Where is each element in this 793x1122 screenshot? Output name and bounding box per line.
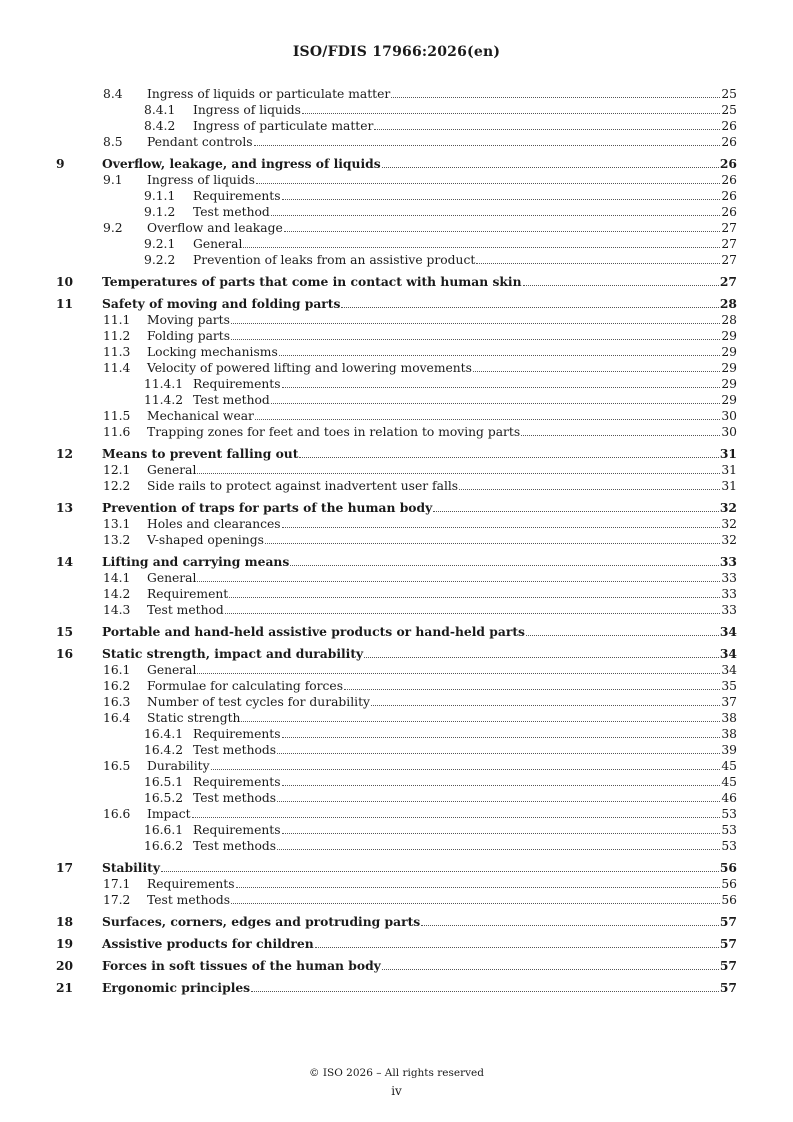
dot-leader bbox=[265, 542, 720, 544]
toc-entry-number: 11.4.1 bbox=[144, 377, 184, 391]
toc-entry[interactable] bbox=[0, 172, 793, 188]
toc-entry-number: 16.6.2 bbox=[144, 839, 184, 853]
dot-leader bbox=[284, 230, 721, 232]
toc-entry[interactable] bbox=[0, 586, 793, 602]
toc-entry-page: 53 bbox=[721, 839, 737, 853]
toc-entry[interactable] bbox=[0, 236, 793, 252]
toc-entry[interactable] bbox=[0, 360, 793, 376]
toc-entry-number: 16.4.1 bbox=[144, 727, 184, 741]
toc-entry[interactable] bbox=[0, 478, 793, 494]
toc-entry-page: 38 bbox=[721, 727, 737, 741]
toc-entry-page: 27 bbox=[719, 274, 737, 289]
dot-leader bbox=[302, 112, 720, 114]
dot-leader bbox=[282, 526, 721, 528]
toc-entry-title: Folding parts bbox=[147, 329, 231, 343]
toc-entry-page: 27 bbox=[721, 237, 737, 251]
toc-entry[interactable] bbox=[0, 102, 793, 118]
toc-entry[interactable] bbox=[0, 806, 793, 822]
toc-entry-number: 14.1 bbox=[103, 571, 131, 585]
dot-leader bbox=[290, 564, 719, 566]
dot-leader bbox=[459, 488, 720, 490]
dot-leader bbox=[161, 870, 719, 872]
toc-entry-page: 45 bbox=[721, 759, 737, 773]
dot-leader bbox=[236, 886, 721, 888]
toc-entry-title: Side rails to protect against inadvertent user falls bbox=[147, 479, 459, 493]
dot-leader bbox=[197, 580, 720, 582]
toc-entry[interactable] bbox=[0, 758, 793, 774]
dot-leader bbox=[523, 284, 719, 286]
toc-entry[interactable] bbox=[0, 936, 793, 952]
toc-entry-number: 17 bbox=[56, 860, 74, 875]
toc-entry-number: 12 bbox=[56, 446, 74, 461]
dot-leader bbox=[197, 672, 720, 674]
toc-entry-title: Durability bbox=[147, 759, 210, 773]
toc-entry-number: 16 bbox=[56, 646, 74, 661]
toc-entry-page: 29 bbox=[721, 345, 737, 359]
toc-entry-page: 46 bbox=[721, 791, 737, 805]
toc-entry-title: Test methods bbox=[193, 743, 277, 757]
toc-entry[interactable] bbox=[0, 446, 793, 462]
toc-entry-title: Test method bbox=[193, 393, 270, 407]
toc-entry-title: Velocity of powered lifting and lowering movements bbox=[147, 361, 472, 375]
toc-entry-page: 32 bbox=[721, 517, 737, 531]
toc-entry-title: Requirement bbox=[147, 587, 229, 601]
toc-entry-number: 16.4 bbox=[103, 711, 131, 725]
toc-entry-title: Requirements bbox=[193, 775, 281, 789]
toc-entry-page: 45 bbox=[721, 775, 737, 789]
toc-entry-title: General bbox=[193, 237, 243, 251]
toc-entry-number: 9.1.1 bbox=[144, 189, 176, 203]
toc-entry-number: 19 bbox=[56, 936, 74, 951]
toc-entry-number: 9.1.2 bbox=[144, 205, 176, 219]
toc-entry-number: 16.6.1 bbox=[144, 823, 184, 837]
page-number: iv bbox=[391, 1084, 402, 1098]
toc-entry-number: 11.2 bbox=[103, 329, 131, 343]
dot-leader bbox=[341, 306, 718, 308]
toc-entry-number: 9.2.2 bbox=[144, 253, 176, 267]
toc-entry-number: 13.1 bbox=[103, 517, 131, 531]
toc-entry-title: Mechanical wear bbox=[147, 409, 254, 423]
toc-entry-title: Overflow, leakage, and ingress of liquids bbox=[102, 156, 381, 171]
toc-entry[interactable] bbox=[0, 860, 793, 876]
toc-entry-title: Ingress of liquids or particulate matter bbox=[147, 87, 391, 101]
toc-entry-title: Ingress of liquids bbox=[193, 103, 301, 117]
toc-entry-page: 56 bbox=[721, 893, 737, 907]
toc-entry-number: 11.5 bbox=[103, 409, 131, 423]
dot-leader bbox=[251, 990, 719, 992]
toc-entry-title: Impact bbox=[147, 807, 191, 821]
toc-entry[interactable] bbox=[0, 838, 793, 854]
copyright-notice: © ISO 2026 – All rights reserved bbox=[309, 1067, 484, 1079]
toc-entry[interactable] bbox=[0, 602, 793, 618]
toc-entry[interactable] bbox=[0, 220, 793, 236]
toc-entry-number: 18 bbox=[56, 914, 74, 929]
dot-leader bbox=[231, 322, 720, 324]
toc-entry-title: Ingress of liquids bbox=[147, 173, 255, 187]
toc-entry-page: 32 bbox=[721, 533, 737, 547]
toc-entry-title: V-shaped openings bbox=[147, 533, 264, 547]
toc-entry-number: 12.2 bbox=[103, 479, 131, 493]
toc-entry-page: 34 bbox=[719, 646, 737, 661]
toc-entry[interactable] bbox=[0, 774, 793, 790]
toc-entry-page: 31 bbox=[721, 463, 737, 477]
toc-entry-page: 27 bbox=[721, 253, 737, 267]
toc-entry-number: 14.2 bbox=[103, 587, 131, 601]
toc-entry-number: 16.2 bbox=[103, 679, 131, 693]
toc-entry[interactable] bbox=[0, 500, 793, 516]
toc-entry-number: 16.4.2 bbox=[144, 743, 184, 757]
toc-entry[interactable] bbox=[0, 312, 793, 328]
dot-leader bbox=[279, 354, 721, 356]
toc-entry-number: 11.1 bbox=[103, 313, 131, 327]
dot-leader bbox=[282, 832, 721, 834]
toc-entry-number: 16.5 bbox=[103, 759, 131, 773]
toc-entry-page: 34 bbox=[721, 663, 737, 677]
toc-entry[interactable] bbox=[0, 156, 793, 172]
toc-entry-number: 11.3 bbox=[103, 345, 131, 359]
toc-entry-title: Moving parts bbox=[147, 313, 230, 327]
toc-entry-number: 16.1 bbox=[103, 663, 131, 677]
toc-entry-title: Prevention of leaks from an assistive product bbox=[193, 253, 476, 267]
dot-leader bbox=[382, 166, 719, 168]
dot-leader bbox=[476, 262, 720, 264]
toc-entry[interactable] bbox=[0, 392, 793, 408]
toc-entry-number: 8.4.2 bbox=[144, 119, 176, 133]
toc-entry[interactable] bbox=[0, 980, 793, 996]
toc-entry-title: Formulae for calculating forces bbox=[147, 679, 344, 693]
toc-entry-number: 16.5.2 bbox=[144, 791, 184, 805]
toc-entry-title: Temperatures of parts that come in contact with human skin bbox=[102, 274, 522, 289]
toc-entry[interactable] bbox=[0, 742, 793, 758]
dot-leader bbox=[197, 472, 720, 474]
toc-entry[interactable] bbox=[0, 188, 793, 204]
dot-leader bbox=[421, 924, 719, 926]
toc-entry-number: 15 bbox=[56, 624, 74, 639]
toc-entry-number: 16.6 bbox=[103, 807, 131, 821]
toc-entry[interactable] bbox=[0, 570, 793, 586]
toc-entry-number: 9.2.1 bbox=[144, 237, 176, 251]
toc-entry-page: 56 bbox=[719, 860, 737, 875]
toc-entry[interactable] bbox=[0, 86, 793, 102]
dot-leader bbox=[282, 736, 721, 738]
dot-leader bbox=[229, 596, 720, 598]
toc-entry-title: Holes and clearances bbox=[147, 517, 281, 531]
toc-entry[interactable] bbox=[0, 134, 793, 150]
toc-entry-title: Test method bbox=[147, 603, 224, 617]
toc-entry-page: 30 bbox=[721, 409, 737, 423]
toc-entry-page: 26 bbox=[721, 119, 737, 133]
toc-entry-page: 57 bbox=[719, 980, 737, 995]
toc-entry-page: 38 bbox=[721, 711, 737, 725]
toc-entry-number: 8.5 bbox=[103, 135, 123, 149]
toc-entry[interactable] bbox=[0, 678, 793, 694]
toc-entry-title: Stability bbox=[102, 860, 160, 875]
toc-entry-title: General bbox=[147, 571, 197, 585]
toc-entry-title: Requirements bbox=[193, 727, 281, 741]
toc-entry-page: 28 bbox=[721, 313, 737, 327]
toc-entry-title: Ergonomic principles bbox=[102, 980, 251, 995]
toc-entry-page: 35 bbox=[721, 679, 737, 693]
toc-entry-title: Surfaces, corners, edges and protruding parts bbox=[102, 914, 421, 929]
toc-entry-number: 12.1 bbox=[103, 463, 131, 477]
dot-leader bbox=[282, 198, 721, 200]
toc-entry-page: 29 bbox=[721, 393, 737, 407]
toc-entry[interactable] bbox=[0, 694, 793, 710]
dot-leader bbox=[433, 510, 719, 512]
dot-leader bbox=[277, 848, 720, 850]
toc-entry[interactable] bbox=[0, 662, 793, 678]
dot-leader bbox=[225, 612, 721, 614]
document-header: ISO/FDIS 17966:2026(en) bbox=[292, 44, 501, 60]
dot-leader bbox=[382, 968, 719, 970]
toc-entry-page: 31 bbox=[721, 479, 737, 493]
toc-entry[interactable] bbox=[0, 726, 793, 742]
toc-entry-number: 20 bbox=[56, 958, 74, 973]
toc-entry-title: Number of test cycles for durability bbox=[147, 695, 370, 709]
dot-leader bbox=[299, 456, 718, 458]
toc-entry-page: 34 bbox=[719, 624, 737, 639]
dot-leader bbox=[473, 370, 720, 372]
toc-entry-page: 33 bbox=[721, 603, 737, 617]
toc-entry-title: Forces in soft tissues of the human body bbox=[102, 958, 381, 973]
toc-entry-number: 9.1 bbox=[103, 173, 123, 187]
toc-entry-page: 26 bbox=[721, 135, 737, 149]
toc-entry-title: Requirements bbox=[193, 189, 281, 203]
toc-entry[interactable] bbox=[0, 822, 793, 838]
toc-entry-page: 27 bbox=[721, 221, 737, 235]
toc-entry-page: 53 bbox=[721, 807, 737, 821]
toc-entry[interactable] bbox=[0, 892, 793, 908]
toc-entry-page: 29 bbox=[721, 377, 737, 391]
toc-entry-number: 16.3 bbox=[103, 695, 131, 709]
toc-entry[interactable] bbox=[0, 554, 793, 570]
toc-entry-number: 8.4.1 bbox=[144, 103, 176, 117]
toc-entry-page: 32 bbox=[719, 500, 737, 515]
toc-entry[interactable] bbox=[0, 376, 793, 392]
toc-entry[interactable] bbox=[0, 118, 793, 134]
toc-entry[interactable] bbox=[0, 914, 793, 930]
toc-entry-number: 17.1 bbox=[103, 877, 131, 891]
toc-entry[interactable] bbox=[0, 624, 793, 640]
toc-entry[interactable] bbox=[0, 462, 793, 478]
toc-entry-page: 25 bbox=[721, 87, 737, 101]
toc-entry-number: 11.4.2 bbox=[144, 393, 184, 407]
toc-entry-number: 10 bbox=[56, 274, 74, 289]
dot-leader bbox=[391, 96, 720, 98]
toc-entry[interactable] bbox=[0, 646, 793, 662]
toc-entry-page: 33 bbox=[721, 571, 737, 585]
toc-entry-title: Test methods bbox=[193, 839, 277, 853]
toc-entry-page: 26 bbox=[721, 173, 737, 187]
toc-entry-title: Requirements bbox=[193, 823, 281, 837]
toc-entry[interactable] bbox=[0, 274, 793, 290]
toc-entry-number: 11.4 bbox=[103, 361, 131, 375]
toc-entry-title: Test methods bbox=[147, 893, 231, 907]
toc-entry[interactable] bbox=[0, 532, 793, 548]
toc-entry-number: 8.4 bbox=[103, 87, 123, 101]
toc-entry-number: 16.5.1 bbox=[144, 775, 184, 789]
toc-entry-page: 53 bbox=[721, 823, 737, 837]
toc-entry-page: 30 bbox=[721, 425, 737, 439]
toc-entry-title: Lifting and carrying means bbox=[102, 554, 290, 569]
toc-entry[interactable] bbox=[0, 958, 793, 974]
dot-leader bbox=[282, 784, 721, 786]
toc-entry[interactable] bbox=[0, 408, 793, 424]
dot-leader bbox=[211, 768, 721, 770]
toc-entry-title: Ingress of particulate matter bbox=[193, 119, 374, 133]
dot-leader bbox=[315, 946, 719, 948]
dot-leader bbox=[521, 434, 720, 436]
toc-entry-page: 29 bbox=[721, 361, 737, 375]
toc-entry-number: 11.6 bbox=[103, 425, 131, 439]
dot-leader bbox=[231, 338, 720, 340]
toc-entry-page: 25 bbox=[721, 103, 737, 117]
toc-entry-number: 14.3 bbox=[103, 603, 131, 617]
toc-entry-title: Locking mechanisms bbox=[147, 345, 278, 359]
toc-entry-title: General bbox=[147, 463, 197, 477]
toc-entry[interactable] bbox=[0, 344, 793, 360]
toc-entry-number: 13 bbox=[56, 500, 74, 515]
toc-entry-title: Static strength bbox=[147, 711, 241, 725]
toc-entry[interactable] bbox=[0, 328, 793, 344]
dot-leader bbox=[526, 634, 719, 636]
dot-leader bbox=[344, 688, 720, 690]
toc-entry[interactable] bbox=[0, 252, 793, 268]
toc-entry-page: 26 bbox=[721, 205, 737, 219]
dot-leader bbox=[241, 720, 720, 722]
toc-entry-title: Test method bbox=[193, 205, 270, 219]
toc-entry-title: Safety of moving and folding parts bbox=[102, 296, 341, 311]
toc-entry-page: 57 bbox=[719, 914, 737, 929]
toc-entry-title: Overflow and leakage bbox=[147, 221, 283, 235]
toc-entry-page: 57 bbox=[719, 958, 737, 973]
dot-leader bbox=[271, 214, 721, 216]
toc-entry-page: 57 bbox=[719, 936, 737, 951]
toc-entry-number: 14 bbox=[56, 554, 74, 569]
toc-entry-title: Prevention of traps for parts of the human body bbox=[102, 500, 433, 515]
toc-entry-page: 29 bbox=[721, 329, 737, 343]
toc-entry-title: Means to prevent falling out bbox=[102, 446, 299, 461]
toc-entry-title: Portable and hand-held assistive products or hand-held parts bbox=[102, 624, 525, 639]
toc-entry[interactable] bbox=[0, 204, 793, 220]
toc-entry[interactable] bbox=[0, 296, 793, 312]
toc-entry-page: 56 bbox=[721, 877, 737, 891]
toc-entry-title: General bbox=[147, 663, 197, 677]
toc-entry-page: 37 bbox=[721, 695, 737, 709]
toc-entry-number: 21 bbox=[56, 980, 74, 995]
toc-entry-title: Assistive products for children bbox=[102, 936, 314, 951]
toc-entry-title: Requirements bbox=[147, 877, 235, 891]
dot-leader bbox=[371, 704, 720, 706]
toc-entry-number: 9 bbox=[56, 156, 65, 171]
toc-entry-page: 26 bbox=[719, 156, 737, 171]
toc-entry-number: 11 bbox=[56, 296, 74, 311]
dot-leader bbox=[255, 418, 720, 420]
toc-entry-page: 39 bbox=[721, 743, 737, 757]
toc-entry[interactable] bbox=[0, 710, 793, 726]
dot-leader bbox=[282, 386, 721, 388]
dot-leader bbox=[243, 246, 720, 248]
toc-entry[interactable] bbox=[0, 790, 793, 806]
toc-entry-number: 13.2 bbox=[103, 533, 131, 547]
toc-entry-title: Test methods bbox=[193, 791, 277, 805]
toc-entry-page: 31 bbox=[719, 446, 737, 461]
toc-entry-page: 26 bbox=[721, 189, 737, 203]
dot-leader bbox=[231, 902, 720, 904]
toc-entry[interactable] bbox=[0, 876, 793, 892]
toc-entry-title: Requirements bbox=[193, 377, 281, 391]
toc-entry-page: 28 bbox=[719, 296, 737, 311]
toc-entry-number: 17.2 bbox=[103, 893, 131, 907]
toc-entry[interactable] bbox=[0, 516, 793, 532]
toc-entry-title: Pendant controls bbox=[147, 135, 253, 149]
dot-leader bbox=[256, 182, 720, 184]
dot-leader bbox=[271, 402, 721, 404]
toc-entry-title: Static strength, impact and durability bbox=[102, 646, 364, 661]
dot-leader bbox=[192, 816, 721, 818]
dot-leader bbox=[364, 656, 719, 658]
dot-leader bbox=[277, 752, 720, 754]
toc-entry-title: Trapping zones for feet and toes in relation to moving parts bbox=[147, 425, 521, 439]
dot-leader bbox=[254, 144, 721, 146]
dot-leader bbox=[277, 800, 720, 802]
toc-entry[interactable] bbox=[0, 424, 793, 440]
toc-entry-page: 33 bbox=[721, 587, 737, 601]
dot-leader bbox=[374, 128, 720, 130]
toc-entry-number: 9.2 bbox=[103, 221, 123, 235]
toc-entry-page: 33 bbox=[719, 554, 737, 569]
